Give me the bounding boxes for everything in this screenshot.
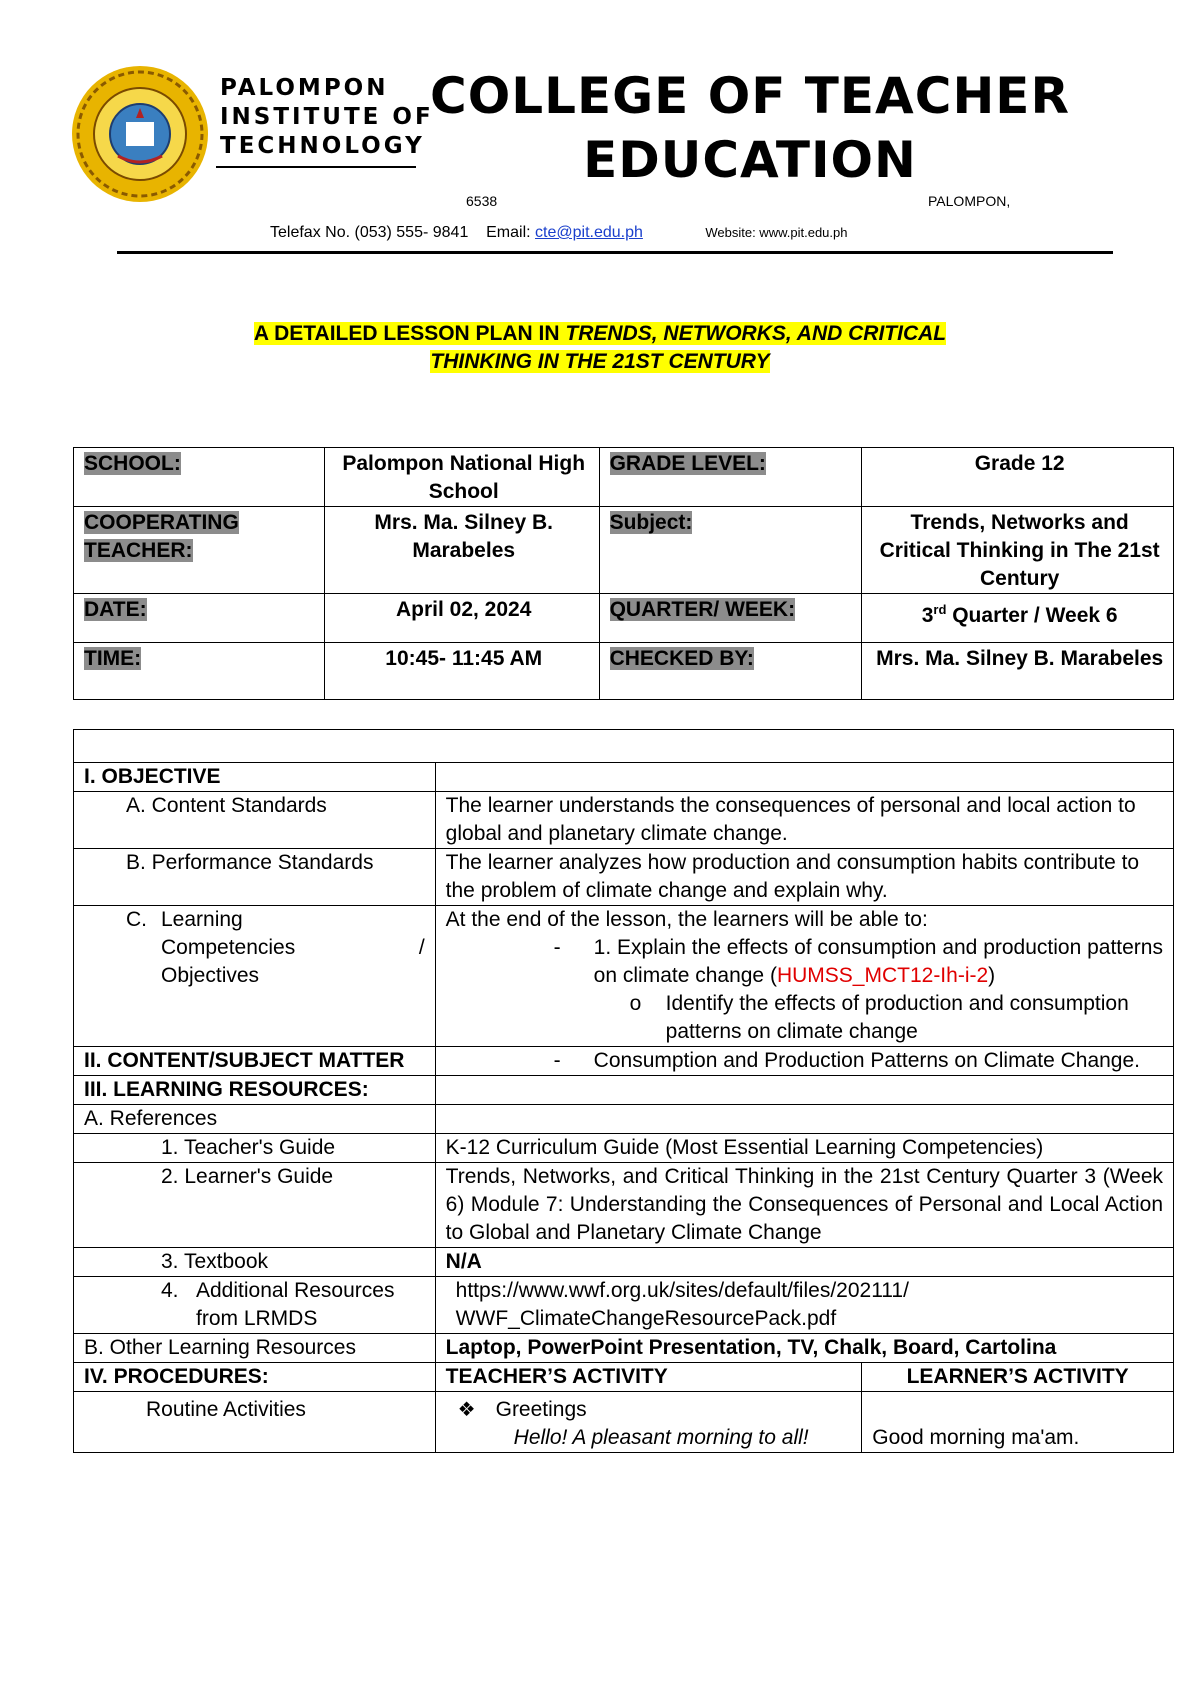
additional-resources-value: https://www.wwf.org.uk/sites/default/files/202111/ WWF_ClimateChangeResourcePack.pdf <box>435 1277 1173 1334</box>
resources-heading: III. LEARNING RESOURCES: <box>74 1076 436 1105</box>
performance-standards-label: B. Performance Standards <box>74 849 436 906</box>
date-label: DATE: <box>74 594 325 643</box>
grade-value: Grade 12 <box>862 448 1174 507</box>
table-row <box>74 1248 1174 1277</box>
lesson-plan-table <box>73 729 1174 1453</box>
college-name: COLLEGE OF TEACHER EDUCATION <box>430 67 1070 189</box>
contact-line <box>270 224 847 242</box>
table-row <box>74 1134 1174 1163</box>
textbook-value: N/A <box>435 1248 1173 1277</box>
subject-value: Trends, Networks and Critical Thinking in The 21st Century <box>862 507 1174 594</box>
institute-underline <box>216 166 416 168</box>
table-row <box>74 906 1174 1047</box>
school-value: Palompon National High School <box>324 448 599 507</box>
cooperating-teacher-label: COOPERATING TEACHER: <box>74 507 325 594</box>
table-row <box>74 730 1174 763</box>
table-row <box>74 1334 1174 1363</box>
city-name: PALOMPON, <box>928 193 1011 209</box>
table-row <box>74 1076 1174 1105</box>
table-row <box>74 792 1174 849</box>
date-value: April 02, 2024 <box>324 594 599 643</box>
email-link[interactable]: cte@pit.edu.ph <box>535 224 643 241</box>
learner-activity-heading: LEARNER’S ACTIVITY <box>862 1363 1174 1392</box>
header-divider <box>117 251 1113 254</box>
teacher-greeting-cell: ❖ Greetings Hello! A pleasant morning to all! <box>435 1392 862 1453</box>
spacer-row <box>74 730 1174 763</box>
subject-label: Subject: <box>599 507 862 594</box>
diamond-bullet-icon: ❖ <box>457 1399 476 1421</box>
routine-activities-label: Routine Activities <box>74 1392 436 1453</box>
quarter-label: QUARTER/ WEEK: <box>599 594 862 643</box>
table-row <box>74 643 1174 700</box>
time-value: 10:45- 11:45 AM <box>324 643 599 700</box>
table-row <box>74 1105 1174 1134</box>
table-row <box>74 763 1174 792</box>
table-row <box>74 1047 1174 1076</box>
table-row <box>74 849 1174 906</box>
other-resources-label: B. Other Learning Resources <box>74 1334 436 1363</box>
teachers-guide-label: 1. Teacher's Guide <box>74 1134 436 1163</box>
website: Website: www.pit.edu.ph <box>705 225 848 240</box>
email-label: Email: <box>486 224 531 241</box>
lesson-info-table <box>73 447 1174 700</box>
table-row <box>74 1277 1174 1334</box>
learners-guide-label: 2. Learner's Guide <box>74 1163 436 1248</box>
checked-by-label: CHECKED BY: <box>599 643 862 700</box>
objective-item: - 1. Explain the effects of consumption and production patterns on climate change (HUMSS_MCT12-Ih-i-2) <box>553 936 1163 987</box>
other-resources-value: Laptop, PowerPoint Presentation, TV, Chalk, Board, Cartolina <box>435 1334 1173 1363</box>
objective-subitem: o Identify the effects of production and consumption patterns on climate change <box>629 992 1129 1043</box>
learners-guide-value: Trends, Networks, and Critical Thinking in the 21st Century Quarter 3 (Week 6) Module 7: Understanding the Consequences of Personal and Local Action to Global and Planetary Climate Change <box>435 1163 1173 1248</box>
table-row <box>74 1363 1174 1392</box>
learner-reply-cell <box>862 1392 1174 1453</box>
table-row <box>74 594 1174 643</box>
institute-name: PALOMPON INSTITUTE OF TECHNOLOGY <box>220 75 434 159</box>
textbook-label: 3. Textbook <box>74 1248 436 1277</box>
cooperating-teacher-value: Mrs. Ma. Silney B. Marabeles <box>324 507 599 594</box>
procedures-heading: IV. PROCEDURES: <box>74 1363 436 1392</box>
teacher-activity-heading: TEACHER’S ACTIVITY <box>435 1363 862 1392</box>
content-heading: II. CONTENT/SUBJECT MATTER <box>74 1047 436 1076</box>
institute-seal-logo <box>70 64 210 204</box>
telefax: Telefax No. (053) 555- 9841 <box>270 224 469 241</box>
additional-resources-label: 4. Additional Resources from LRMDS <box>74 1277 436 1334</box>
teacher-greeting-text: Hello! A pleasant morning to all! <box>513 1426 809 1449</box>
lesson-plan-title-line2: THINKING IN THE 21ST CENTURY <box>430 350 770 373</box>
zip-code: 6538 <box>466 193 498 209</box>
table-row <box>74 1163 1174 1248</box>
performance-standards-value: The learner analyzes how production and consumption habits contribute to the problem of climate change and explain why. <box>435 849 1173 906</box>
teachers-guide-value: K-12 Curriculum Guide (Most Essential Learning Competencies) <box>435 1134 1173 1163</box>
objective-heading: I. OBJECTIVE <box>74 763 436 792</box>
learner-reply-text: Good morning ma'am. <box>872 1426 1080 1449</box>
content-standards-label: A. Content Standards <box>74 792 436 849</box>
competency-code: HUMSS_MCT12-Ih-i-2 <box>776 964 989 987</box>
learning-competencies-label: C. Learning Competencies / Objectives <box>74 906 436 1047</box>
content-standards-value: The learner understands the consequences of personal and local action to global and planetary climate change. <box>435 792 1173 849</box>
content-value: - Consumption and Production Patterns on Climate Change. <box>435 1047 1173 1076</box>
quarter-value: 3rd Quarter / Week 6 <box>862 594 1174 643</box>
table-row <box>74 448 1174 507</box>
school-label: SCHOOL: <box>74 448 325 507</box>
grade-label: GRADE LEVEL: <box>599 448 862 507</box>
checked-by-value: Mrs. Ma. Silney B. Marabeles <box>862 643 1174 700</box>
references-label: A. References <box>74 1105 436 1134</box>
time-label: TIME: <box>74 643 325 700</box>
lesson-plan-title: A DETAILED LESSON PLAN IN TRENDS, NETWORKS, AND CRITICAL <box>253 322 947 345</box>
table-row <box>74 1392 1174 1453</box>
learning-competencies-value: At the end of the lesson, the learners will be able to: - 1. Explain the effects of consumption and production patterns on climate change (HUMSS_MCT12-Ih-i-2) o Identify the effects of production and consumption patterns on climate change <box>435 906 1173 1047</box>
table-row <box>74 507 1174 594</box>
